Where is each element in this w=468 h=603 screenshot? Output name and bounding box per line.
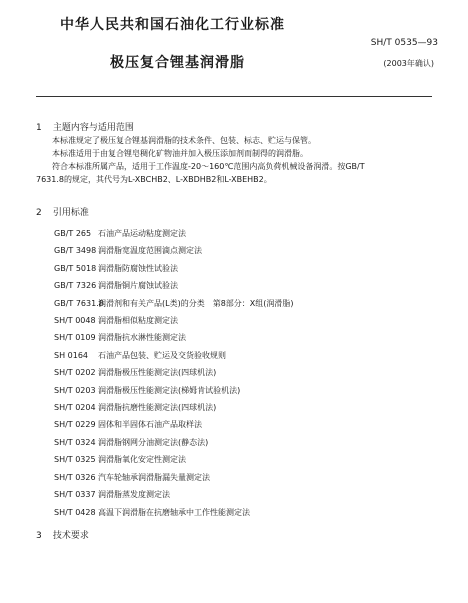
section-1-heading [36,120,134,133]
reference-title: 固体和半固体石油产品取样法 [98,420,202,430]
reference-item [54,329,294,346]
reference-item [54,364,294,381]
reference-item [54,399,294,416]
section-2-number: 2 [36,208,42,218]
section-3-title: 技术要求 [52,531,89,541]
section-1-paragraph: 7631.8的规定，其代号为L-XBCHB2、L-XBDHB2和L-XBEHB2。 [36,175,272,184]
reference-title: 润滑脂极压性能测定法(梯姆肯试验机法) [98,385,241,395]
reference-title: 润滑脂铜片腐蚀试验法 [98,281,178,291]
reference-item [54,242,294,259]
section-1-title: 主题内容与适用范围 [52,123,134,133]
reference-code: GB/T 7326 [54,281,97,291]
reference-code: GB/T 7631.8 [54,298,104,308]
reference-title: 润滑脂宽温度范围滴点测定法 [98,246,202,256]
reference-code: SH/T 0109 [54,333,96,343]
reference-item [54,416,294,433]
reference-title: 润滑脂抗磨性能测定法(四球机法) [98,403,217,413]
normative-references-list [54,225,294,521]
reference-title: 润滑脂蒸发度测定法 [98,490,170,500]
reference-code: SH/T 0428 [54,507,96,517]
reference-code: SH/T 0204 [54,403,96,413]
section-3-heading [36,528,89,541]
reference-item [54,504,294,521]
section-2-heading [36,205,89,218]
reference-title: 润滑脂相似粘度测定法 [98,316,178,326]
document-title: 极压复合锂基润滑脂 [110,55,245,71]
reference-code: GB/T 3498 [54,246,97,256]
section-1-paragraph: 本标准规定了极压复合锂基润滑脂的技术条件、包装、标志、贮运与保管。 [52,136,316,145]
section-1-paragraph: 本标准适用于由复合锂皂稠化矿物油并加入极压添加剂而制得的润滑脂。 [52,149,308,158]
reference-code: GB/T 265 [54,229,92,238]
reference-title: 润滑脂氧化安定性测定法 [98,455,186,465]
reference-item [54,451,294,468]
reference-item [54,382,294,399]
standard-number: SH/T 0535—93 [370,38,438,48]
header-divider [36,96,432,97]
reference-code: SH/T 0202 [54,368,96,378]
section-2-title: 引用标准 [52,208,89,218]
reference-code: SH/T 0325 [54,455,96,465]
reference-item [54,469,294,486]
reference-title: 高温下润滑脂在抗磨轴承中工作性能测定法 [98,507,250,517]
section-3-number: 3 [36,531,42,541]
reference-code: SH/T 0326 [54,472,96,482]
reference-title: 润滑脂钢网分油测定法(静态法) [98,437,209,447]
reference-code: SH/T 0337 [54,490,96,500]
reference-title: 汽车轮轴承润滑脂漏失量测定法 [98,472,210,482]
reference-code: SH/T 0324 [54,437,96,447]
reference-item [54,486,294,503]
reference-item [54,295,294,312]
reference-code: SH/T 0203 [54,385,96,395]
section-1-body [36,134,436,186]
reference-code: GB/T 5018 [54,263,97,273]
revision-note: (2003年确认) [383,59,434,68]
reference-item [54,277,294,294]
reference-item [54,260,294,277]
reference-item [54,225,294,242]
reference-code: SH 0164 [54,350,88,360]
reference-item [54,312,294,329]
reference-code: SH/T 0229 [54,420,96,430]
section-1-paragraph: 符合本标准所属产品，适用于工作温度-20～160℃范围内高负荷机械设备润滑。按GB/T [52,162,365,171]
section-1-number: 1 [36,123,42,133]
reference-code: SH/T 0048 [54,316,96,326]
reference-title: 石油产品包装、贮运及交货验收规则 [98,350,226,360]
reference-title: 润滑脂抗水淋性能测定法 [98,333,186,343]
reference-title: 润滑脂防腐蚀性试验法 [98,263,178,273]
reference-title: 润滑剂和有关产品(L类)的分类 第8部分：X组(润滑脂) [98,298,294,308]
issuing-org-title: 中华人民共和国石油化工行业标准 [60,17,285,33]
reference-title: 石油产品运动粘度测定法 [98,229,186,238]
reference-item [54,434,294,451]
reference-item [54,347,294,364]
reference-title: 润滑脂极压性能测定法(四球机法) [98,368,217,378]
